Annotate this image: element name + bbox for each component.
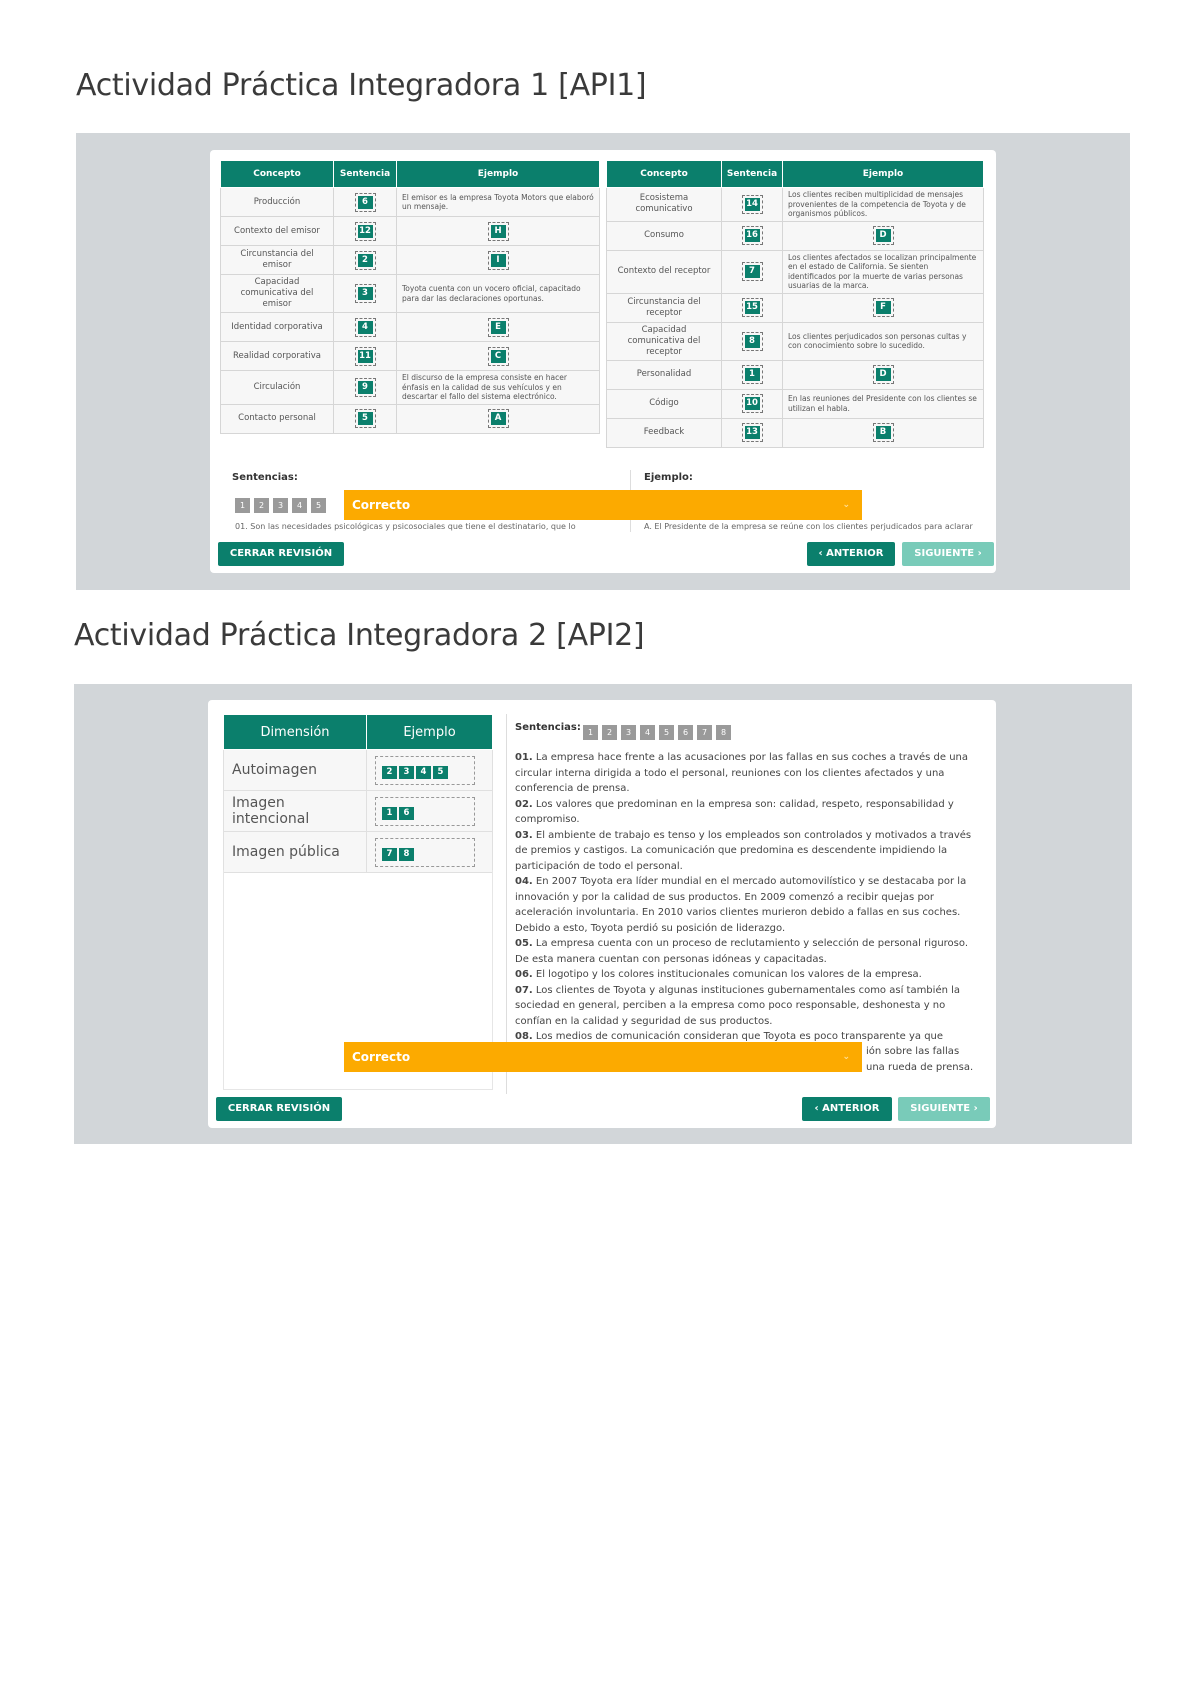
column-header: Ejemplo [397, 161, 600, 188]
ejemplo-cell [397, 217, 600, 246]
example-letter[interactable]: C [491, 350, 506, 363]
sentence-text: La empresa cuenta con un proceso de reclutamiento y selección de personal riguroso. De esta manera cuentan con personas idóneas y capacitadas. [515, 938, 969, 965]
sentence-number[interactable]: 5 [433, 766, 448, 779]
ejemplo-cell: El emisor es la empresa Toyota Motors que elaboró un mensaje. [397, 188, 600, 217]
sentence-number[interactable]: 2 [382, 766, 397, 779]
table-row [607, 250, 984, 293]
api1-screenshot [76, 133, 1130, 590]
sentencia-cell [722, 322, 783, 360]
sentence-item [515, 936, 980, 967]
sentence-tab[interactable]: 4 [292, 498, 307, 513]
ejemplo-cell [397, 246, 600, 275]
sentence-tab[interactable]: 5 [311, 498, 326, 513]
drop-zone[interactable] [375, 797, 475, 826]
sentence-tabs [583, 720, 735, 740]
sentence-number[interactable]: 12 [359, 225, 371, 236]
banner-text: Correcto [352, 498, 411, 512]
sentencia-cell [334, 404, 397, 433]
sentence-item [515, 750, 980, 797]
table-row [221, 246, 600, 275]
chevron-left-icon: ‹ [818, 548, 827, 559]
divider [506, 714, 507, 1094]
sentencia-cell [334, 371, 397, 405]
sentencia-cell [722, 360, 783, 389]
sentence-text: Los clientes de Toyota y algunas instituciones gubernamentales como así también la sociedad en general, perciben a la empresa como poco responsable, deshonesta y no confían en la calidad y seguridad de sus productos. [515, 984, 961, 1027]
sentence-number[interactable]: 6 [358, 196, 373, 209]
ejemplo-cell [783, 360, 984, 389]
previous-label: ANTERIOR [826, 548, 884, 559]
example-letter[interactable]: D [876, 368, 891, 381]
example-letter[interactable]: E [491, 321, 506, 334]
column-header: Sentencia [334, 161, 397, 188]
ejemplo-cell [783, 293, 984, 322]
concepto-cell: Código [607, 389, 722, 418]
concepto-cell: Personalidad [607, 360, 722, 389]
example-letter[interactable]: D [876, 229, 891, 242]
close-review-button[interactable]: CERRAR REVISIÓN [216, 1097, 342, 1121]
table-row [221, 217, 600, 246]
sentencia-cell [334, 342, 397, 371]
table-row [221, 342, 600, 371]
ejemplo-cell [397, 404, 600, 433]
table-row [224, 750, 493, 791]
table-row [224, 791, 493, 832]
dimension-cell: Imagen intencional [224, 791, 367, 832]
sentence-tab[interactable]: 2 [254, 498, 269, 513]
ejemplo-cell [783, 221, 984, 250]
sentence-item [515, 874, 980, 936]
concepto-cell: Circunstancia del emisor [221, 246, 334, 275]
example-letter[interactable]: F [876, 301, 891, 314]
ejemplo-cell [367, 832, 493, 873]
sentence-tabs [235, 493, 330, 513]
sentence-num: 02. [515, 798, 533, 810]
table-row [607, 322, 984, 360]
sentencias-label: Sentencias: [232, 472, 298, 483]
table-row [221, 371, 600, 405]
previous-button[interactable] [807, 542, 895, 566]
concepto-cell: Ecosistema comunicativo [607, 188, 722, 222]
example-letter[interactable]: I [491, 254, 506, 267]
concepto-cell: Consumo [607, 221, 722, 250]
concepto-cell: Circunstancia del receptor [607, 293, 722, 322]
ejemplo-cell: Los clientes perjudicados son personas cultas y con conocimiento sobre lo sucedido. [783, 322, 984, 360]
sentencia-cell [334, 313, 397, 342]
api1-card [210, 150, 996, 573]
api2-title: Actividad Práctica Integradora 2 [API2] [74, 618, 645, 653]
ejemplo-label: Ejemplo: [644, 472, 693, 483]
sentence-item [515, 983, 980, 1030]
sentence-number[interactable]: 1 [382, 807, 397, 820]
sentence-number[interactable]: 1 [745, 368, 760, 381]
sentence-number[interactable]: 4 [358, 321, 373, 334]
dimension-cell: Autoimagen [224, 750, 367, 791]
sentence-tab[interactable]: 5 [659, 725, 674, 740]
sentencias-label: Sentencias: [515, 722, 581, 733]
sentence-tab[interactable]: 6 [678, 725, 693, 740]
api1-right-table [606, 160, 984, 448]
ejemplo-cell [397, 313, 600, 342]
api1-left-table [220, 160, 600, 434]
sentence-number[interactable]: 7 [745, 265, 760, 278]
sentence-number[interactable]: 2 [358, 254, 373, 267]
sentence-tab[interactable]: 3 [273, 498, 288, 513]
sentence-number[interactable]: 10 [746, 398, 758, 408]
sentence-item [515, 828, 980, 875]
concepto-cell: Contacto personal [221, 404, 334, 433]
sentence-tab[interactable]: 1 [583, 725, 598, 740]
example-letter[interactable]: B [876, 426, 891, 439]
sentence-number[interactable]: 15 [746, 302, 758, 312]
sentence-num: 03. [515, 829, 533, 841]
sentencia-cell [722, 221, 783, 250]
feedback-banner [344, 1042, 862, 1072]
sentence-tab[interactable]: 3 [621, 725, 636, 740]
sentence-number[interactable]: 16 [746, 230, 758, 240]
concepto-cell: Realidad corporativa [221, 342, 334, 371]
sentence-number[interactable]: 7 [382, 848, 397, 861]
api2-screenshot [74, 684, 1132, 1144]
sentence-number[interactable]: 14 [746, 198, 758, 209]
concepto-cell: Capacidad comunicativa del receptor [607, 322, 722, 360]
sentence-tail-line: ión sobre las fallas [866, 1046, 960, 1057]
next-label: SIGUIENTE [910, 1103, 971, 1114]
sentence-number[interactable]: 4 [416, 766, 431, 779]
table-row [221, 188, 600, 217]
sentence-tab[interactable]: 1 [235, 498, 250, 513]
example-letter[interactable]: H [491, 225, 506, 238]
next-button[interactable] [898, 1097, 990, 1121]
sentence-tail [866, 1044, 973, 1075]
sentence-number[interactable]: 9 [358, 381, 373, 394]
chevron-right-icon: › [970, 1103, 978, 1114]
api2-dimension-table [223, 714, 493, 873]
ejemplo-cell [397, 342, 600, 371]
drop-zone[interactable] [375, 756, 475, 785]
sentence-num: 08. [515, 1031, 533, 1042]
previous-button[interactable] [802, 1097, 892, 1121]
ejemplo-cell: El discurso de la empresa consiste en hacer énfasis en la calidad de sus vehículos y en descartar el fallo del sistema electrónico. [397, 371, 600, 405]
concepto-cell: Producción [221, 188, 334, 217]
next-label: SIGUIENTE [914, 548, 975, 559]
sentence-number[interactable]: 3 [399, 766, 414, 779]
concepto-cell: Contexto del receptor [607, 250, 722, 293]
chevron-down-icon[interactable]: ⌄ [842, 1052, 850, 1062]
sentencia-cell [722, 418, 783, 447]
sentence-preview: 01. Son las necesidades psicológicas y psicosociales que tiene el destinatario, que lo [235, 522, 576, 531]
sentence-text: La empresa hace frente a las acusaciones por las fallas en sus coches a través de una circular interna dirigida a todo el personal, reuniones con los clientes afectados y una conferencia de prensa. [515, 752, 968, 794]
sentencia-cell [334, 217, 397, 246]
sentencia-cell [722, 250, 783, 293]
ejemplo-cell [367, 791, 493, 832]
sentence-tab[interactable]: 4 [640, 725, 655, 740]
table-row [224, 832, 493, 873]
sentence-text: El ambiente de trabajo es tenso y los empleados son controlados y motivados a través de premios y castigos. La comunicación que predomina es descendente impidiendo la participación de todo el personal. [515, 829, 972, 872]
chevron-down-icon[interactable]: ⌄ [842, 500, 850, 510]
column-header: Ejemplo [367, 715, 493, 750]
concepto-cell: Contexto del emisor [221, 217, 334, 246]
ejemplo-cell: En las reuniones del Presidente con los clientes se utilizan el habla. [783, 389, 984, 418]
ejemplo-cell: Los clientes afectados se localizan principalmente en el estado de California. Se sienten identificados por la muerte de varias personas usuarias de la marca. [783, 250, 984, 293]
sentence-number[interactable]: 3 [358, 287, 373, 300]
sentence-number[interactable]: 5 [358, 412, 373, 425]
sentencia-cell [722, 188, 783, 222]
sentence-text: En 2007 Toyota era líder mundial en el mercado automovilístico y se destacaba por la innovación y por la calidad de sus productos. En 2009 comenzó a recibir quejas por aceleración involuntaria. En 2010 varios clientes murieron debido a fallas en sus coches. Debido a esto, Toyota perdió su posición de liderazgo. [515, 876, 967, 934]
api2-card [208, 700, 996, 1128]
sentence-number[interactable]: 13 [746, 427, 758, 437]
table-row [607, 221, 984, 250]
chevron-left-icon: ‹ [814, 1103, 823, 1114]
feedback-banner [344, 490, 862, 520]
table-row [221, 313, 600, 342]
sentence-item [515, 967, 980, 983]
sentence-number[interactable]: 8 [745, 335, 760, 348]
sentencia-cell [334, 188, 397, 217]
example-preview: A. El Presidente de la empresa se reúne con los clientes perjudicados para aclarar [644, 522, 973, 531]
sentence-tab[interactable]: 8 [716, 725, 731, 740]
sentence-number[interactable]: 8 [399, 848, 414, 861]
sentence-number[interactable]: 6 [399, 807, 414, 820]
concepto-cell: Feedback [607, 418, 722, 447]
sentence-num: 05. [515, 938, 533, 949]
ejemplo-cell [783, 418, 984, 447]
previous-label: ANTERIOR [822, 1103, 880, 1114]
next-button[interactable] [902, 542, 994, 566]
example-letter[interactable]: A [491, 412, 506, 425]
ejemplo-cell [367, 750, 493, 791]
sentence-list [515, 750, 980, 1045]
sentence-tail-line: una rueda de prensa. [866, 1061, 974, 1073]
table-row [221, 404, 600, 433]
sentence-text: Los valores que predominan en la empresa son: calidad, respeto, responsabilidad y compromiso. [515, 798, 954, 825]
sentencia-cell [722, 389, 783, 418]
sentencia-cell [334, 275, 397, 313]
sentencia-cell [334, 246, 397, 275]
sentence-num: 01. [515, 752, 533, 763]
table-row [607, 293, 984, 322]
sentencia-cell [722, 293, 783, 322]
sentence-number[interactable]: 11 [359, 350, 371, 361]
column-header: Sentencia [722, 161, 783, 188]
concepto-cell: Identidad corporativa [221, 313, 334, 342]
api1-title: Actividad Práctica Integradora 1 [API1] [76, 68, 647, 103]
table-row [607, 360, 984, 389]
sentence-text: Los medios de comunicación consideran que Toyota es poco transparente ya que [535, 1031, 944, 1042]
table-row [607, 389, 984, 418]
sentence-num: 04. [515, 876, 533, 887]
table-row [607, 418, 984, 447]
sentence-item [515, 797, 980, 828]
sentence-num: 06. [515, 969, 533, 980]
close-review-button[interactable]: CERRAR REVISIÓN [218, 542, 344, 566]
banner-text: Correcto [352, 1050, 411, 1064]
sentence-num: 07. [515, 984, 533, 996]
column-header: Dimensión [224, 715, 367, 750]
sentence-text: El logotipo y los colores institucionales comunican los valores de la empresa. [535, 969, 922, 980]
sentence-tab[interactable]: 7 [697, 725, 712, 740]
ejemplo-cell: Los clientes reciben multiplicidad de mensajes provenientes de la competencia de Toyota y de organismos públicos. [783, 188, 984, 222]
concepto-cell: Capacidad comunicativa del emisor [221, 275, 334, 313]
drop-zone[interactable] [375, 838, 475, 867]
table-row [221, 275, 600, 313]
chevron-right-icon: › [974, 548, 982, 559]
column-header: Concepto [221, 161, 334, 188]
dimension-cell: Imagen pública [224, 832, 367, 873]
concepto-cell: Circulación [221, 371, 334, 405]
column-header: Ejemplo [783, 161, 984, 188]
sentence-tab[interactable]: 2 [602, 725, 617, 740]
ejemplo-cell: Toyota cuenta con un vocero oficial, capacitado para dar las declaraciones oportunas. [397, 275, 600, 313]
table-row [607, 188, 984, 222]
column-header: Concepto [607, 161, 722, 188]
